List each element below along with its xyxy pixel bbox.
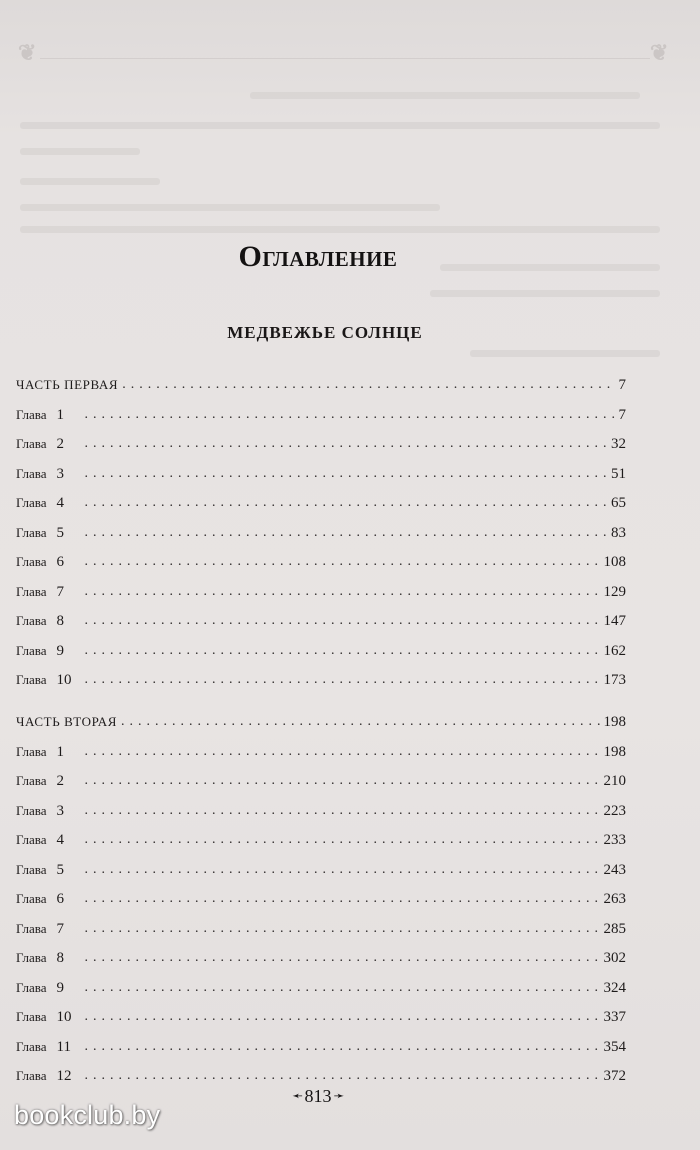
page-number: 813 [304, 1086, 332, 1106]
toc-page-number: 243 [603, 861, 626, 878]
faint-ornament-right-icon: ❦ [650, 40, 669, 65]
page-title: Оглавление [238, 240, 398, 273]
toc-chapter-label: Глава 5 [16, 524, 65, 541]
toc-row-chapter [16, 914, 626, 944]
dot-leader [85, 796, 601, 826]
toc-chapter-label: Глава 5 [16, 861, 65, 878]
toc-part-label: ЧАСТЬ ПЕРВАЯ [16, 377, 119, 392]
dot-leader [85, 577, 601, 607]
toc-row-chapter [16, 973, 626, 1003]
toc-row-chapter [16, 400, 626, 430]
toc-chapter-label: Глава 3 [16, 802, 65, 819]
dot-leader [85, 825, 601, 855]
toc-row-chapter [16, 796, 626, 826]
dot-leader [85, 855, 601, 885]
toc-page-number: 83 [611, 524, 626, 541]
toc-chapter-label: Глава 8 [16, 950, 65, 966]
toc-chapter-label: Глава 1 [16, 406, 65, 423]
toc-page-number: 65 [611, 495, 626, 511]
toc-part-label: ЧАСТЬ ВТОРАЯ [16, 714, 117, 729]
toc-row-chapter [16, 884, 626, 914]
toc-page-number: 198 [603, 714, 626, 730]
faint-text-line [430, 290, 660, 297]
toc-chapter-label: Глава 7 [16, 583, 65, 600]
toc-row-chapter [16, 606, 626, 636]
toc-row-chapter [16, 518, 626, 548]
toc-page-number: 129 [603, 583, 626, 600]
toc-page-number: 7 [618, 377, 626, 393]
faint-text-line [20, 204, 440, 211]
toc-page-number: 263 [603, 891, 626, 907]
toc-row-chapter [16, 429, 626, 459]
faint-text-line [20, 148, 140, 155]
toc-chapter-label: Глава 11 [16, 1038, 71, 1055]
toc-page-number: 7 [618, 406, 626, 423]
toc-row-chapter [16, 737, 626, 767]
toc-chapter-label: Глава 10 [16, 1009, 72, 1025]
dot-leader [85, 943, 601, 973]
toc-chapter-label: Глава 12 [16, 1068, 72, 1084]
toc-row-chapter [16, 943, 626, 973]
dot-leader [85, 1032, 601, 1062]
dot-leader [122, 370, 615, 400]
toc-chapter-label: Глава 8 [16, 613, 65, 629]
site-watermark: bookclub.by [14, 1100, 161, 1130]
faint-header-rule [40, 58, 650, 59]
toc-chapter-label: Глава 4 [16, 495, 65, 511]
toc-row-chapter [16, 1032, 626, 1062]
section-title: МЕДВЕЖЬЕ СОЛНЦЕ [227, 323, 423, 342]
dot-leader [85, 884, 601, 914]
toc-chapter-label: Глава 6 [16, 891, 65, 907]
dot-leader [85, 665, 601, 695]
faint-text-line [20, 178, 160, 185]
toc-page-number: 354 [603, 1038, 626, 1055]
toc-row-chapter [16, 459, 626, 489]
dot-leader [121, 707, 601, 737]
toc-page-number: 285 [603, 920, 626, 937]
toc-chapter-label: Глава 9 [16, 979, 65, 996]
toc-row-chapter [16, 665, 626, 695]
toc-chapter-label: Глава 6 [16, 554, 65, 570]
toc-chapter-label: Глава 1 [16, 743, 65, 760]
toc-page-number: 162 [603, 642, 626, 659]
toc-chapter-label: Глава 9 [16, 642, 65, 659]
toc-chapter-label: Глава 10 [16, 672, 72, 688]
toc-chapter-label: Глава 2 [16, 436, 65, 452]
dot-leader [85, 547, 601, 577]
toc-row-chapter [16, 488, 626, 518]
dot-leader [85, 488, 608, 518]
dot-leader [85, 429, 608, 459]
toc-row-chapter [16, 547, 626, 577]
dot-leader [85, 737, 601, 767]
toc-page-number: 302 [603, 950, 626, 966]
toc-chapter-label: Глава 3 [16, 465, 65, 482]
toc-page-number: 337 [603, 1009, 626, 1025]
toc-page-number: 372 [603, 1068, 626, 1084]
dot-leader [85, 636, 601, 666]
toc-page-number: 51 [611, 465, 626, 482]
dot-leader [85, 459, 608, 489]
toc-part-two [16, 707, 626, 1091]
toc-chapter-label: Глава 7 [16, 920, 65, 937]
toc-row-part-heading [16, 707, 626, 737]
toc-row-part-heading [16, 370, 626, 400]
toc-chapter-label: Глава 2 [16, 773, 65, 789]
dot-leader [85, 400, 616, 430]
faint-text-line [250, 92, 640, 99]
dot-leader [85, 766, 601, 796]
toc-page-number: 324 [603, 979, 626, 996]
toc-row-chapter [16, 825, 626, 855]
toc-page-number: 173 [603, 672, 626, 688]
toc-row-chapter [16, 1002, 626, 1032]
toc-page-number: 223 [603, 802, 626, 819]
toc-row-chapter [16, 577, 626, 607]
dot-leader [85, 1002, 601, 1032]
folio-ornament-left-icon: ➛ [291, 1088, 303, 1103]
toc-part-one [16, 370, 626, 695]
dot-leader [85, 518, 608, 548]
toc-row-chapter [16, 636, 626, 666]
toc-page-number: 210 [603, 773, 626, 789]
dot-leader [85, 973, 601, 1003]
faint-ornament-left-icon: ❦ [18, 40, 37, 65]
faint-text-line [20, 122, 660, 129]
faint-text-line [20, 226, 660, 233]
folio-ornament-right-icon: ➛ [333, 1088, 345, 1103]
toc-row-chapter [16, 766, 626, 796]
dot-leader [85, 914, 601, 944]
toc-chapter-label: Глава 4 [16, 832, 65, 848]
toc-row-chapter [16, 855, 626, 885]
toc-page-number: 198 [603, 743, 626, 760]
dot-leader [85, 606, 601, 636]
toc-page-number: 233 [603, 832, 626, 848]
toc-page-number: 108 [603, 554, 626, 570]
toc-page-number: 32 [611, 436, 626, 452]
toc-page-number: 147 [603, 613, 626, 629]
faint-text-line [470, 350, 660, 357]
